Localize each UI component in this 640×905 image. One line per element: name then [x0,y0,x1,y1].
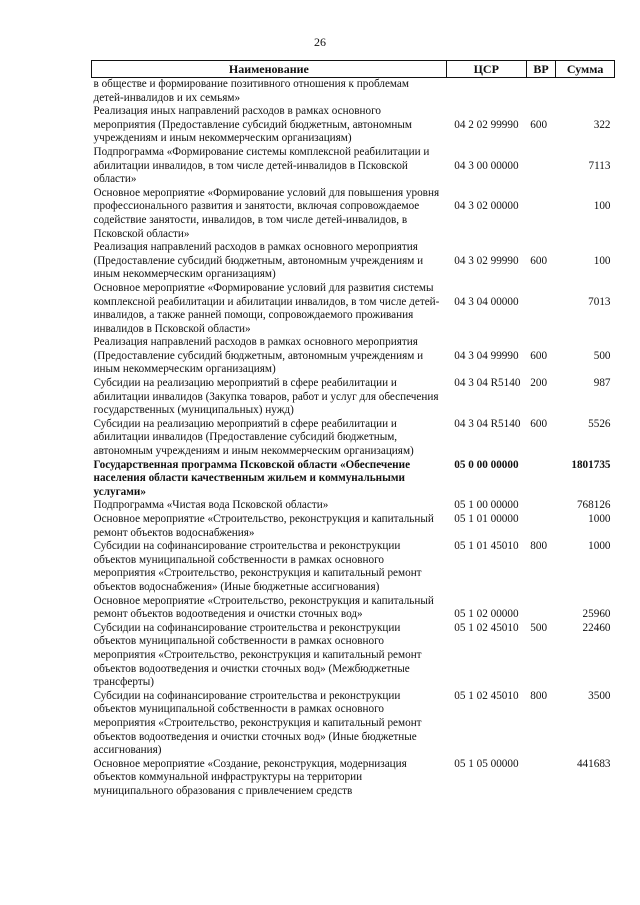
table-row [92,282,615,336]
row-csr-cell: 05 1 01 45010 [454,540,519,553]
row-vr-cell: 800 [530,540,548,553]
table-row [92,146,615,187]
row-vr-cell [526,595,555,622]
table-header-row [92,61,615,78]
row-sum-cell: 100 [593,254,611,267]
row-csr-cell [446,78,526,106]
row-csr-cell: 04 3 02 00000 [454,200,519,213]
row-name-cell: Субсидии на софинансирование строительства и реконструкции объектов муниципальной собственности в рамках основного мероприятия «Строительство, реконструкция и капитальный ремонт объектов водоотведения и очистки сточных вод» (Иные бюджетные ассигнования) [93,689,422,757]
row-vr-cell: 600 [530,118,548,131]
budget-table [91,60,615,798]
row-name-cell: Подпрограмма «Формирование системы комплексной реабилитации и абилитации инвалидов, в том числе детей-инвалидов в Псковской области» [93,145,430,186]
row-csr-cell: 04 3 02 99990 [454,254,519,267]
row-name-cell: Государственная программа Псковской области «Обеспечение населения области качественным жильем и коммунальными услугами» [93,458,411,498]
row-sum-cell: 7113 [588,159,611,172]
row-sum-cell: 500 [593,349,611,362]
row-name-cell: Субсидии на реализацию мероприятий в сфере реабилитации и абилитации инвалидов (Закупка товаров, работ и услуг для обеспечения государственных (муниципальных) нужд) [93,377,439,417]
row-name-cell: Субсидии на софинансирование строительства и реконструкции объектов муниципальной собственности в рамках основного мероприятия «Строительство, реконструкция и капитальный ремонт объектов водоснабжения» (Иные бюджетные ассигнования) [93,540,422,593]
table-row [92,418,615,459]
row-csr-cell: 05 1 02 45010 [454,689,519,702]
row-sum-cell: 5526 [588,417,611,430]
header-vr: ВР [526,61,555,78]
table-row [92,595,615,622]
row-vr-cell [526,78,555,106]
row-csr-cell: 04 3 00 00000 [454,159,519,172]
row-csr-cell: 04 3 04 99990 [454,349,519,362]
row-name-cell: Субсидии на софинансирование строительства и реконструкции объектов муниципальной собственности в рамках основного мероприятия «Строительство, реконструкция и капитальный ремонт объектов водоотведения и очистки сточных вод» (Межбюджетные трансферты) [93,621,422,689]
row-csr-cell: 04 3 04 R5140 [454,377,521,390]
header-name: Наименование [92,61,447,78]
row-sum-cell: 1000 [588,540,611,553]
table-body [92,78,615,799]
row-name-cell: Подпрограмма «Чистая вода Псковской области» [93,499,329,512]
row-csr-cell: 05 1 01 00000 [454,513,519,525]
row-sum-cell: 1801735 [571,458,611,471]
row-vr-cell [526,187,555,241]
row-name-cell: Реализация направлений расходов в рамках основного мероприятия (Предоставление субсидий бюджетным, автономным учреждениям и иным некоммерческим организациям) [93,241,424,281]
row-name-cell: Субсидии на реализацию мероприятий в сфере реабилитации и абилитации инвалидов (Предоставление субсидий бюджетным, автономным учреждениям и иным некоммерческим организациям) [93,417,414,458]
row-csr-cell: 04 3 04 00000 [454,295,519,308]
row-name-cell: Основное мероприятие «Формирование условий для развития системы комплексной реабилитации и абилитации инвалидов, в том числе детей-инвалидов, а также ранней помощи, сопровождаемого проживания инвалидов в Псковской области» [93,281,440,335]
table-row [92,690,615,758]
row-csr-cell: 04 2 02 99990 [454,118,519,131]
row-sum-cell: 100 [593,200,611,213]
row-csr-cell: 05 1 02 45010 [454,621,519,634]
page-number: 26 [314,35,326,49]
row-vr-cell: 800 [530,689,548,702]
table-row [92,513,615,540]
row-name-cell: Основное мероприятие «Строительство, реконструкция и капитальный ремонт объектов водоотведения и очистки сточных вод» [93,594,434,621]
row-sum-cell: 1000 [588,513,611,525]
row-csr-cell: 05 0 00 00000 [454,458,519,471]
row-sum-cell: 322 [593,118,611,131]
row-sum-cell: 987 [593,377,611,390]
table-row [92,241,615,282]
row-csr-cell: 04 3 04 R5140 [454,417,521,430]
header-sum: Сумма [556,61,615,78]
row-csr-cell: 05 1 00 00000 [454,499,519,512]
row-vr-cell: 200 [530,377,548,390]
table-row [92,187,615,241]
row-sum-cell: 441683 [576,757,611,770]
row-vr-cell: 600 [530,417,548,430]
row-name-cell: Основное мероприятие «Создание, реконструкция, модернизация объектов коммунальной инфраструктуры на территории муниципального образования с привлечением средств [93,757,407,797]
table-row [92,105,615,146]
row-sum-cell: 25960 [582,608,611,621]
table-row [92,758,615,799]
row-csr-cell: 05 1 05 00000 [454,757,519,770]
row-name-cell: Основное мероприятие «Строительство, реконструкция и капитальный ремонт объектов водоснабжения» [93,513,434,539]
row-sum-cell: 768126 [576,499,611,512]
row-vr-cell [526,499,555,513]
row-sum-cell: 3500 [588,689,611,702]
row-vr-cell [526,459,555,500]
row-name-cell: Реализация направлений расходов в рамках основного мероприятия (Предоставление субсидий бюджетным, автономным учреждениям и иным некоммерческим организациям) [93,336,424,376]
table-row [92,622,615,690]
header-csr: ЦСР [446,61,526,78]
table-row [92,78,615,106]
row-vr-cell: 500 [530,621,548,634]
row-vr-cell [526,282,555,336]
table-row [92,459,615,500]
table-row [92,336,615,377]
row-sum-cell: 7013 [588,295,611,308]
row-name-cell: в обществе и формирование позитивного отношения к проблемам детей-инвалидов и их семьям» [93,78,409,104]
row-vr-cell [526,513,555,540]
row-vr-cell: 600 [530,254,548,267]
row-csr-cell: 05 1 02 00000 [454,608,519,621]
row-sum-cell [556,78,615,106]
row-vr-cell [526,758,555,799]
row-name-cell: Основное мероприятие «Формирование условий для повышения уровня профессионального развития и занятости, включая сопровождаемое содействие занятости, инвалидов, в том числе детей-инвалидов, в Псковской области» [93,186,440,240]
row-vr-cell: 600 [530,349,548,362]
table-row [92,499,615,513]
row-vr-cell [526,146,555,187]
row-name-cell: Реализация иных направлений расходов в рамках основного мероприятия (Предоставление субсидий бюджетным, автономным учреждениям и иным некоммерческим организациям) [93,105,412,145]
row-sum-cell: 22460 [582,621,611,634]
table-row [92,540,615,594]
table-row [92,377,615,418]
